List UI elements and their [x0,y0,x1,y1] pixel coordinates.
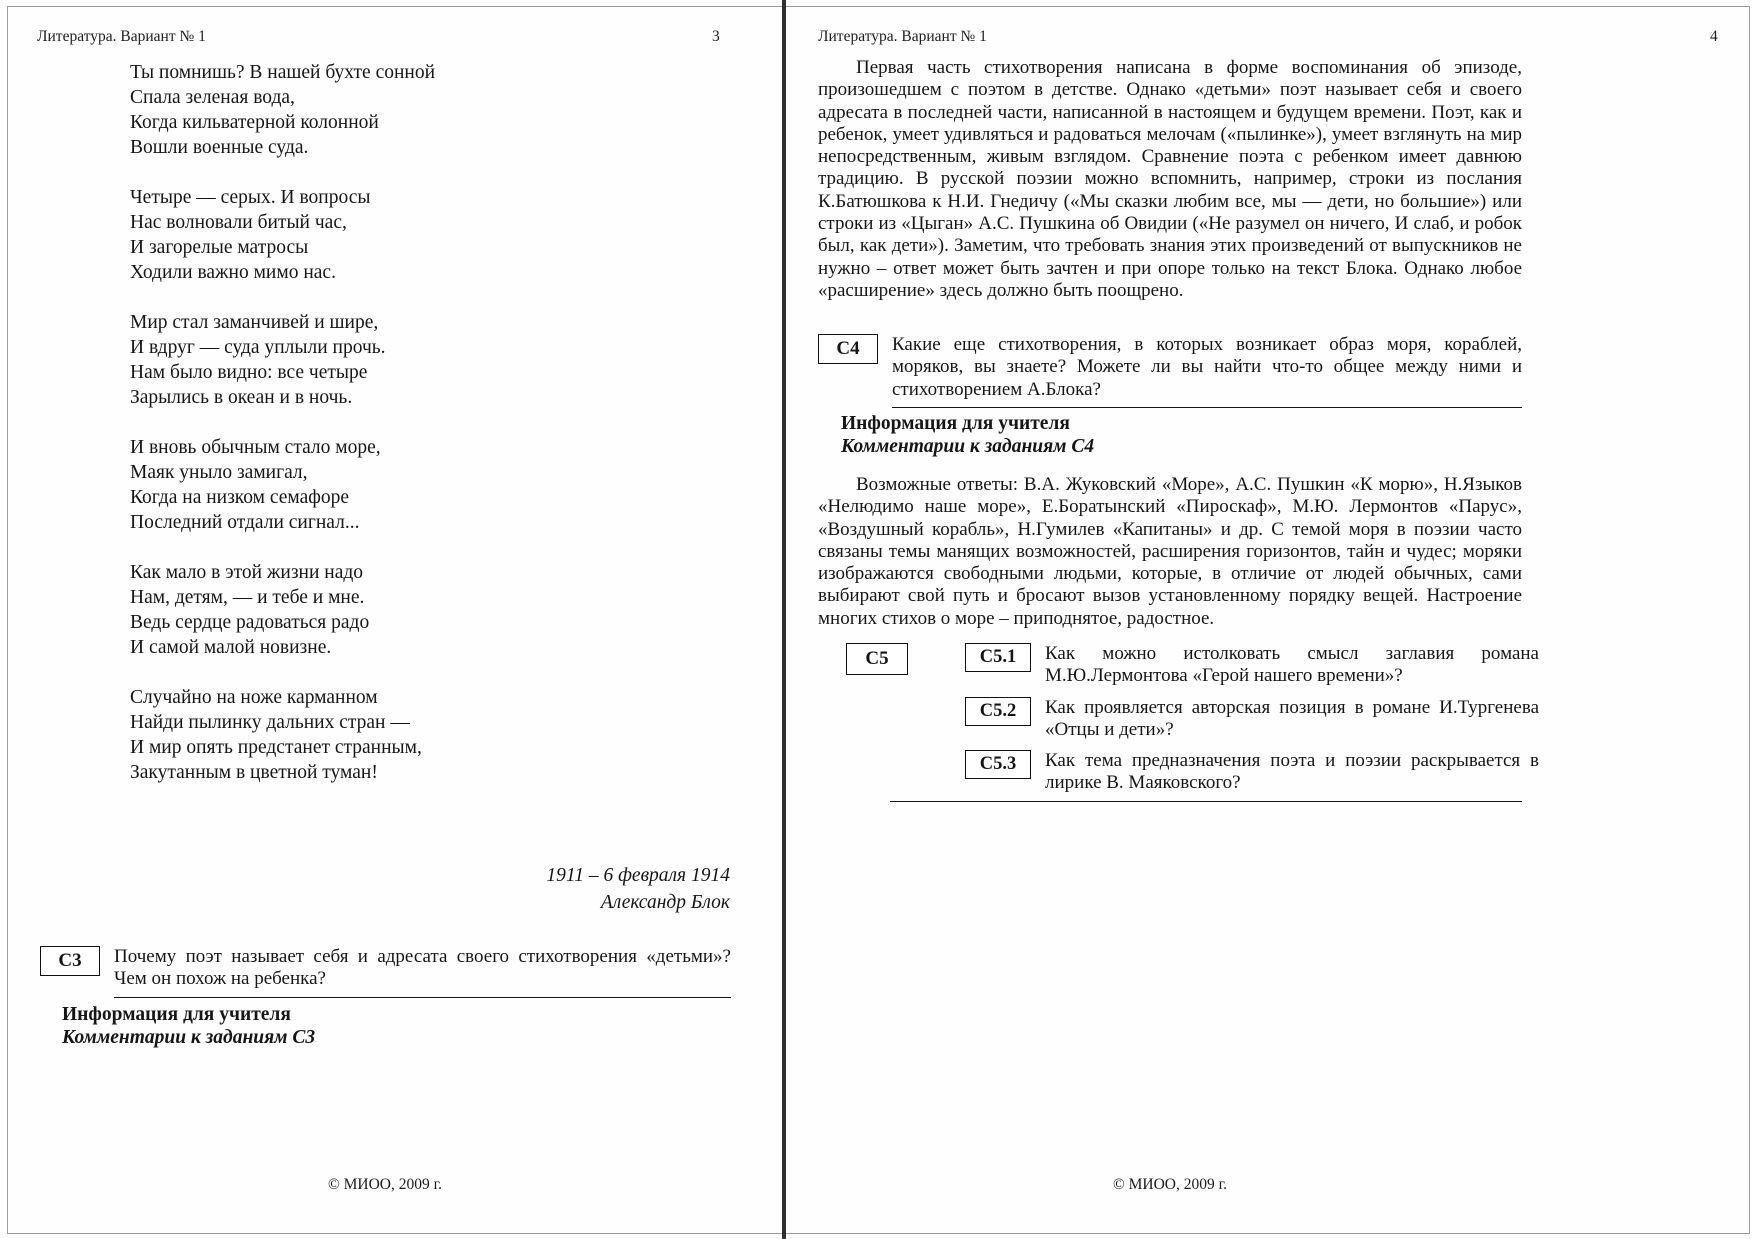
task-c5-3 [965,750,1539,795]
poem-line: Зарылись в океан и в ночь. [130,387,353,408]
task-c5-1 [965,643,1539,688]
page-number: 3 [712,28,720,45]
poem-line: Случайно на ноже карманном [130,687,378,708]
poem-line: И вдруг — суда уплыли прочь. [130,337,386,358]
poem-line: Маяк уныло замигал, [130,462,308,483]
task-c5-3-label: С5.3 [965,750,1031,779]
teacher-info-heading-c4 [841,412,1094,458]
poem-line: Ты помнишь? В нашей бухте сонной [130,62,436,83]
page-3 [0,0,782,1239]
poem-line: Найди пылинку дальних стран — [130,712,410,733]
task-c5-2-question: Как проявляется авторская позиция в романе И.Тургенева «Отцы и дети»? [1045,696,1539,740]
poem-line: Нас волновали битый час, [130,212,347,233]
poem-line: Нам было видно: все четыре [130,362,368,383]
poem-stanza-1 [130,60,435,160]
commentary-c3-paragraph: Первая часть стихотворения написана в форме воспоминания об эпизоде, произошедшем с поэтом в детстве. Однако «детьми» поэт называет себя и своего адресата в последней части, написанной в настоящем и будущем времени. Поэт, как и ребенок, умеет удивляться и радоваться мелочам («пылинке»), умеет взглянуть на мир непосредственным, живым взглядом. Сравнение поэта с ребенком имеет давнюю традицию. В русской поэзии можно вспомнить, например, строки из послания К.Батюшкова к Н.И. Гнедичу («Мы сказки любим все, мы — дети, но большие») или строки из «Цыган» А.С. Пушкина об Овидии («Не разумел он ничего, И слаб, и робок был, как дети»). Заметим, что требовать знания этих произведений от выпускников не нужно – ответ может быть зачтен и при опоре только на текст Блока. Однако любое «расширение» здесь должно быть поощрено. [818,57,1522,301]
info-title: Информация для учителя [841,413,1070,434]
task-c4 [818,334,1522,408]
poem-author: Александр Блок [600,892,730,913]
poem-line: Четыре — серых. И вопросы [130,187,371,208]
poem-line: Когда кильватерной колонной [130,112,379,133]
task-c5-2-label: С5.2 [965,697,1031,726]
poem-line: Мир стал заманчивей и шире, [130,312,379,333]
poem-stanza-2 [130,185,435,285]
page-number: 4 [1710,28,1718,45]
page-4 [786,0,1754,1239]
copyright-footer: © МИОО, 2009 г. [327,1176,443,1193]
poem-line: Ведь сердце радоваться радо [130,612,370,633]
task-c5-3-question: Как тема предназначения поэта и поэзии раскрывается в лирике В. Маяковского? [1045,750,1539,794]
task-c4-question: Какие еще стихотворения, в которых возникает образ моря, кораблей, моряков, вы знаете? Можете ли вы найти что-то общее между ними и стихотворением А.Блока? [892,334,1522,408]
task-c3-question: Почему поэт называет себя и адресата своего стихотворения «детьми»? Чем он похож на ребенка? [114,946,731,998]
task-c3 [40,946,731,998]
poem-line: Спала зеленая вода, [130,87,295,108]
task-c5-subtasks [965,643,1539,804]
info-title: Информация для учителя [62,1004,291,1025]
poem-line: Нам, детям, — и тебе и мне. [130,587,365,608]
teacher-info-heading-c3 [62,1003,315,1049]
info-subtitle: Комментарии к заданиям С4 [841,436,1095,457]
poem-date: 1911 – 6 февраля 1914 [546,865,730,886]
poem-line: И мир опять предстанет странным, [130,737,422,758]
task-c5-2 [965,697,1539,742]
poem-line: Когда на низком семафоре [130,487,350,508]
poem-line: Ходили важно мимо нас. [130,262,336,283]
poem-stanza-4 [130,435,435,535]
running-head: Литература. Вариант № 1 [37,28,206,45]
poem-line: Последний отдали сигнал... [130,512,360,533]
poem-line: И вновь обычным стало море, [130,437,381,458]
poem-line: И самой малой новизне. [130,637,332,658]
task-c5-label: С5 [846,643,908,675]
poem-line: Вошли военные суда. [130,137,309,158]
poem-stanza-5 [130,560,435,660]
task-c5 [846,643,1539,804]
poem-line: Как мало в этой жизни надо [130,562,364,583]
copyright-footer: © МИОО, 2009 г. [1112,1176,1228,1193]
poem-signature [546,862,730,916]
poem [130,60,435,810]
task-c3-label: С3 [40,946,100,976]
poem-stanza-3 [130,310,435,410]
task-c5-1-label: С5.1 [965,643,1031,672]
poem-stanza-6 [130,685,435,785]
poem-line: И загорелые матросы [130,237,309,258]
info-subtitle: Комментарии к заданиям С3 [62,1027,316,1048]
task-c5-1-question: Как можно истолковать смысл заглавия романа М.Ю.Лермонтова «Герой нашего времени»? [1045,643,1539,687]
commentary-c4-paragraph: Возможные ответы: В.А. Жуковский «Море», А.С. Пушкин «К морю», Н.Языков «Нелюдимо наше море», Е.Боратынский «Пироскаф», М.Ю. Лермонтов «Парус», «Воздушный корабль», Н.Гумилев «Капитаны» и др. С темой моря в поэзии часто связаны темы манящих возможностей, расширения горизонтов, тайн и чудес; моряки изображаются свободными людьми, которые, в отличие от людей обычных, сами выбирают свой путь и бросают вызов установленному порядку вещей. Настроение многих стихов о море – приподнятое, радостное. [818,474,1522,629]
task-c5-rule [890,801,1522,802]
task-c4-label: С4 [818,334,878,364]
running-head: Литература. Вариант № 1 [818,28,987,45]
poem-line: Закутанным в цветной туман! [130,762,378,783]
